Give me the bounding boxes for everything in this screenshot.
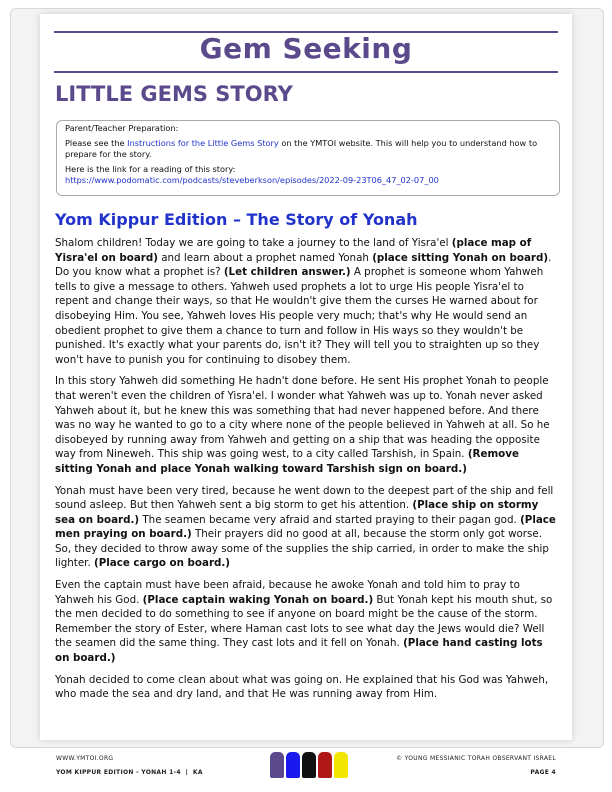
stage-direction: (place sitting Yonah on board) <box>372 251 549 264</box>
title-rule <box>54 71 558 73</box>
story-text: In this story Yahweh did something He hadn't done before. He sent His prophet Yonah to people that weren't even the children of Yisra'el. I wonder what Yahweh was up to. Yonah never asked Yahweh about it, but he knew this was something that had never happened before. And there was no way he wanted to go to a city where none of the people believed in Yahweh at all. So he disobeyed by running away from Yahweh and getting on a ship that was heading the opposite way from Nineweh. This ship was going west, to a city called Tarshish, in Spain. <box>55 375 550 461</box>
footer-site: WWW.YMTOI.ORG <box>56 755 114 762</box>
story-text: Yonah must have been very tired, because he went down to the deepest part of the ship and fell sound asleep. But then Yahweh sent a big storm to get his attention. <box>55 484 554 512</box>
stage-direction: (Remove sitting Yonah and place Yonah walking toward Tarshish sign on board.) <box>55 448 519 475</box>
footer-edition: YOM KIPPUR EDITION - YONAH 1-4 | KA <box>56 769 203 776</box>
podcast-link[interactable]: https://www.podomatic.com/podcasts/steveberkson/episodes/2022-09-23T06_47_02-07_00 <box>65 175 439 185</box>
story-paragraph <box>55 484 557 572</box>
story-text: and learn about a prophet named Yonah <box>157 251 373 264</box>
page-title: Gem Seeking <box>199 32 413 65</box>
stage-direction: (Let children answer.) <box>223 266 351 279</box>
story-paragraph <box>55 578 557 666</box>
story-text: Yonah decided to come clean about what was going on. He explained that his God was Yahweh, who made the sea and dry land, and that He was running away from Him. <box>55 673 549 701</box>
stage-direction: (Place ship on stormy sea on board.) <box>55 499 539 526</box>
stage-direction: (Place captain waking Yonah on board.) <box>142 593 374 606</box>
story-text: Shalom children! Today we are going to take a journey to the land of Yisra'el <box>55 237 452 249</box>
prep-text: on the YMTOI website. This will help you to understand how to prepare for the story. <box>65 138 538 159</box>
level-label: KA <box>192 769 203 776</box>
footer-page-number: PAGE 4 <box>530 769 556 776</box>
story-paragraph <box>55 374 557 476</box>
prep-heading: Parent/Teacher Preparation: <box>65 123 179 133</box>
edition-label: YOM KIPPUR EDITION - YONAH 1-4 <box>56 769 181 776</box>
stage-direction: (place map of Yisra'el on board) <box>55 237 532 264</box>
prep-reading-label: Here is the link for a reading of this story: <box>65 164 236 174</box>
preparation-box <box>56 120 560 196</box>
story-paragraph <box>55 673 557 702</box>
story-text: Their prayers did no good at all, because the storm only got worse. So, they decided to throw away some of the supplies the ship carried, in order to make the ship lighter. <box>55 528 549 570</box>
story-body <box>55 236 557 709</box>
story-paragraph <box>55 236 557 367</box>
stage-direction: (Place cargo on board.) <box>94 557 231 570</box>
story-text: But Yonah kept his mouth shut, so the men decided to do something to see if anyone on board might be the cause of the storm. Remember the story of Ester, where Haman cast lots to see what day the Jews would die? Well the seamen did the same thing. They cast lots and it fell on Yonah. <box>55 593 553 650</box>
story-text: The seamen became very afraid and started praying to their pagan god. <box>139 513 521 526</box>
prep-text: Please see the <box>65 138 128 148</box>
story-heading: Yom Kippur Edition – The Story of Yonah <box>55 210 418 229</box>
ymtoi-logo <box>270 752 348 778</box>
instructions-link[interactable]: Instructions for the Little Gems Story <box>127 138 279 148</box>
prep-instructions <box>65 138 559 160</box>
story-text: A prophet is someone whom Yahweh tells to give a message to others. Yahweh used prophets a lot to urge His people Yisra'el to repent and change their ways, so that He wouldn't give them the curses He warned about for disobeying Him. You see, Yahweh loves His people very much; that's why He would send an obedient prophet to give them a chance to turn and follow in His ways so they wouldn't be punished. It's exactly what your parents do, isn't it? They will tell you to straighten up so they won't have to punish you for continuing to disobey them. <box>55 266 544 366</box>
stage-direction: (Place hand casting lots on board.) <box>55 637 543 665</box>
stage-direction: (Place men praying on board.) <box>55 513 556 541</box>
section-subtitle: LITTLE GEMS STORY <box>55 82 293 106</box>
story-text: Even the captain must have been afraid, because he awoke Yonah and told him to pray to Yahweh his God. <box>55 579 520 606</box>
story-text: . Do you know what a prophet is? <box>55 251 552 279</box>
footer-copyright: © YOUNG MESSIANIC TORAH OBSERVANT ISRAEL <box>396 755 556 762</box>
